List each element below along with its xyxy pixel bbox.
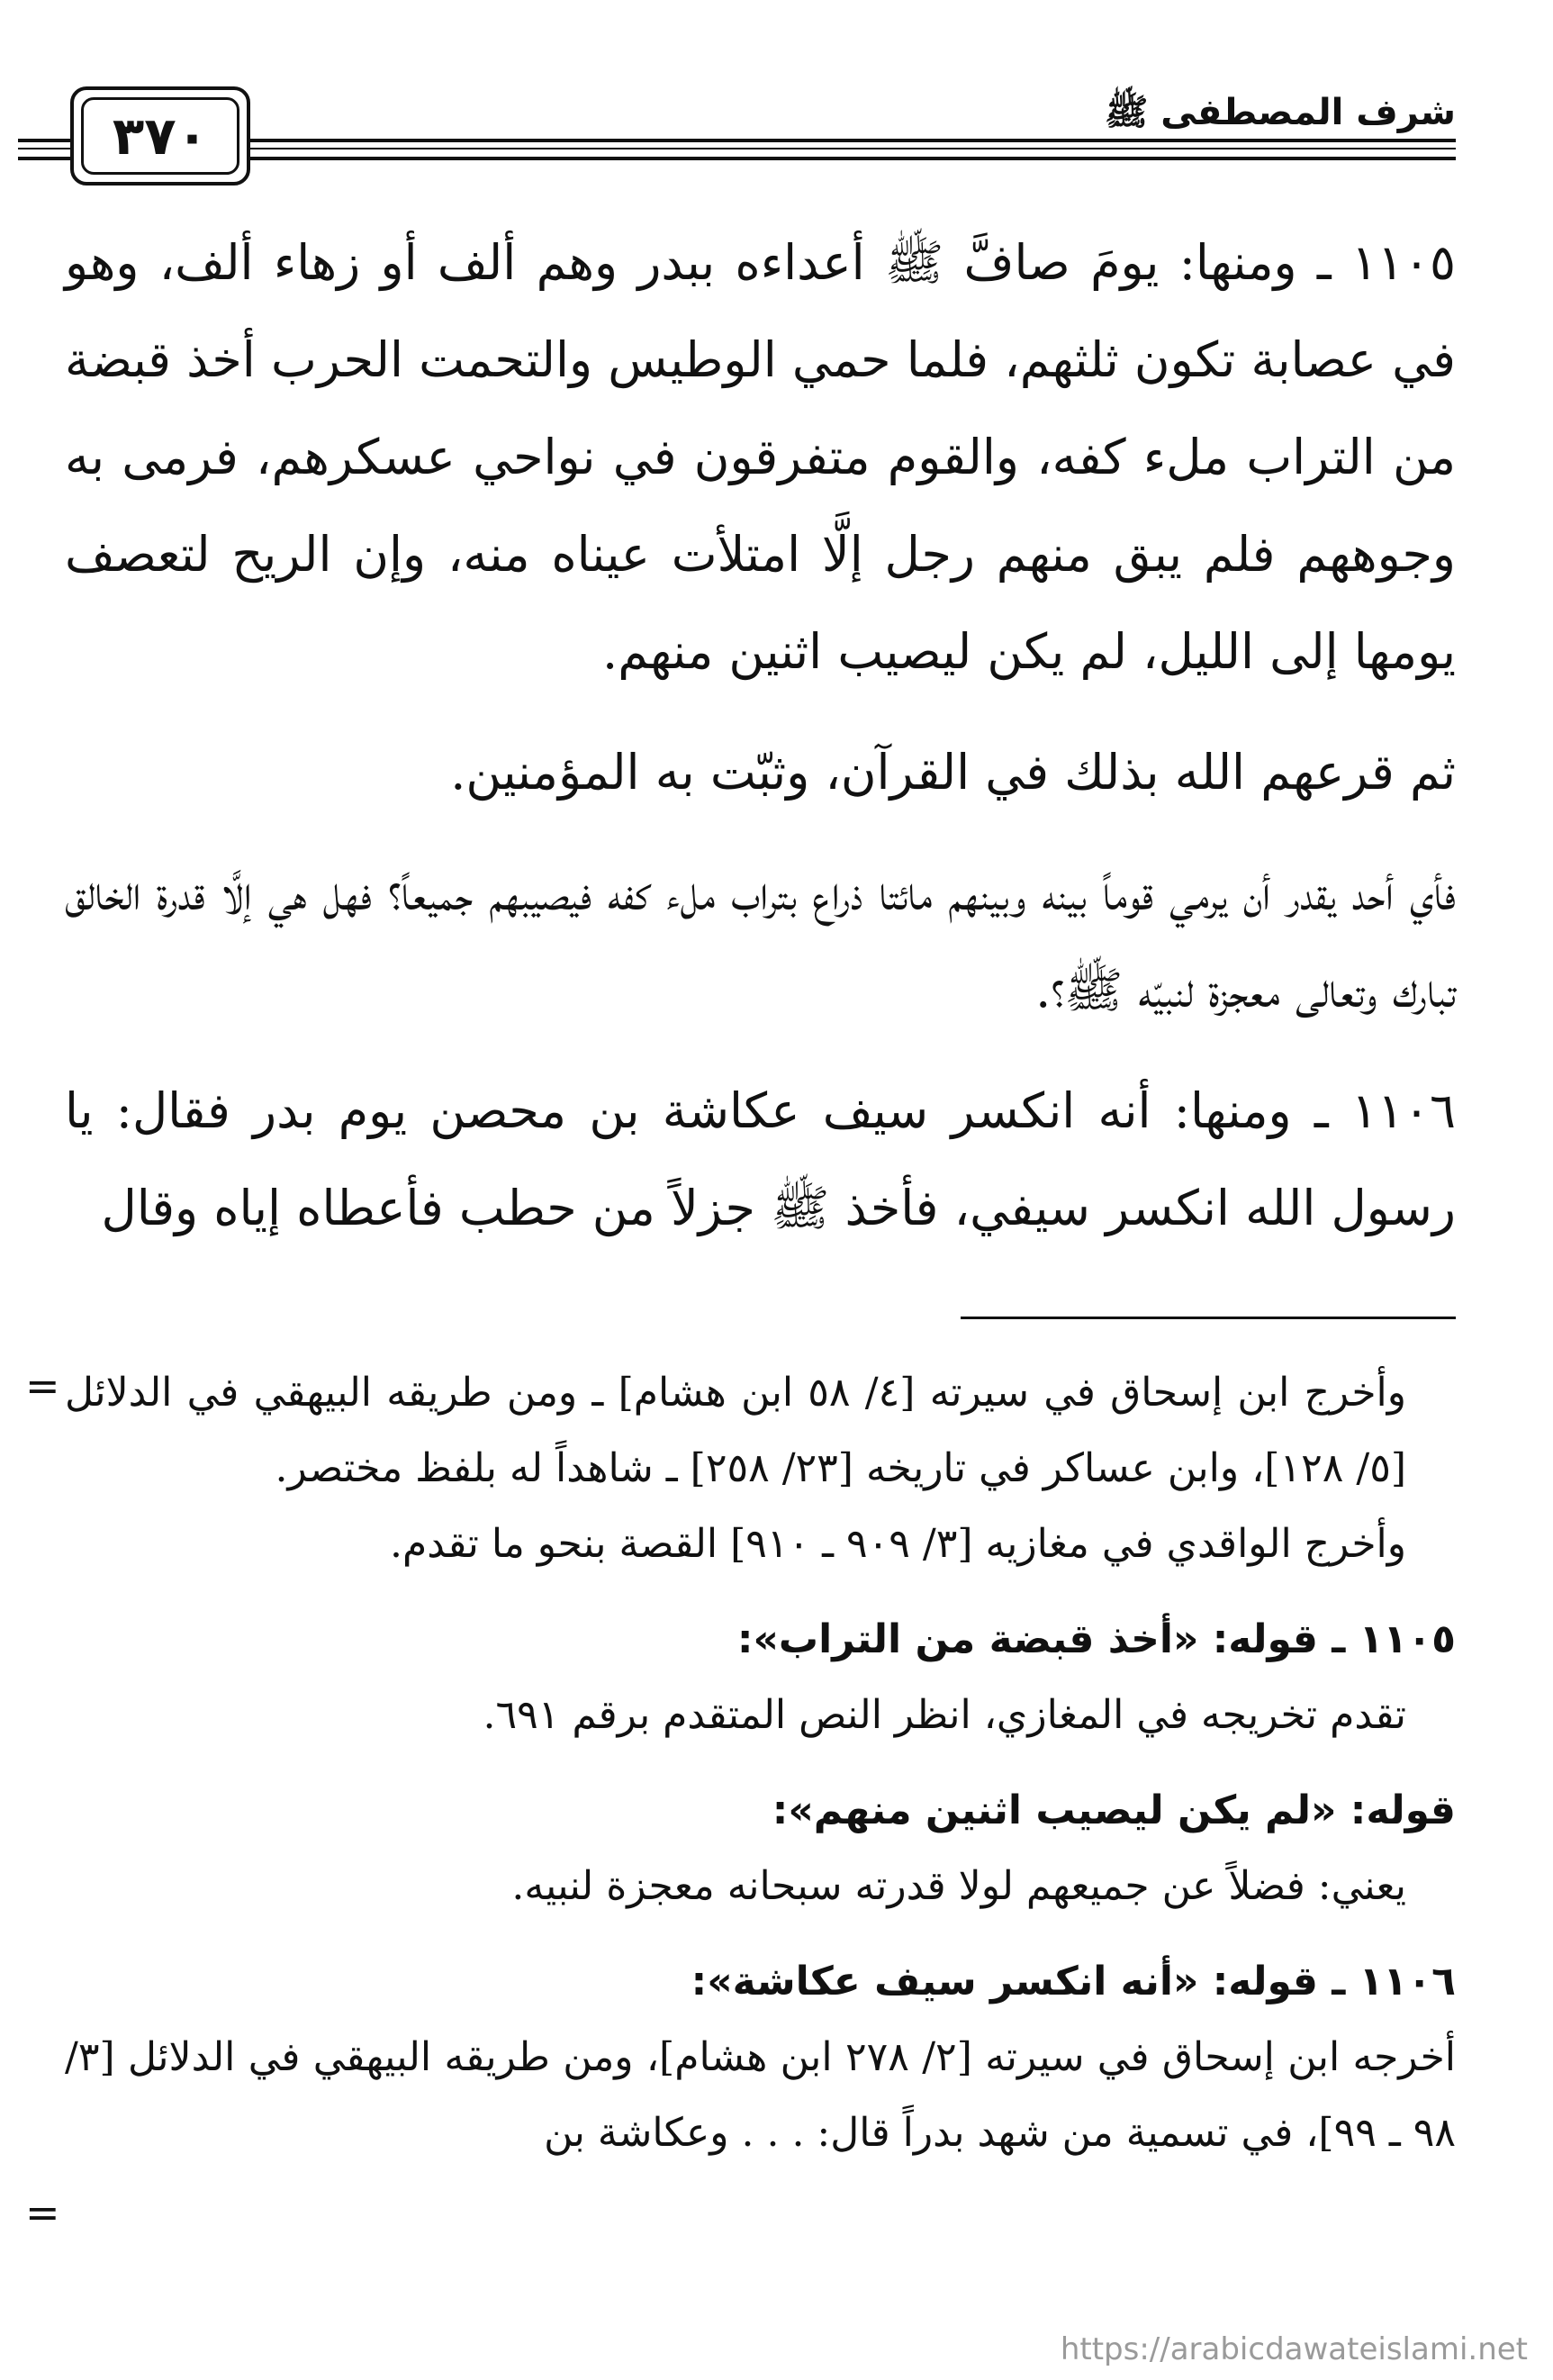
- footnotes: [65, 1355, 1456, 2171]
- footnote-heading: قوله: «لم يكن ليصيب اثنين منهم»:: [772, 1787, 1456, 1833]
- page-number-frame: [70, 86, 250, 186]
- paragraph-quran: ثم قرعهم الله بذلك في القرآن، وثبّت به المؤمنين.: [450, 744, 1456, 801]
- header-rule: [216, 157, 1456, 160]
- footnote-separator: [961, 1317, 1456, 1319]
- continuation-mark-top: =: [25, 1362, 60, 1410]
- page-header: [0, 0, 1553, 207]
- main-text: [65, 214, 1456, 1257]
- footnote-text: وأخرج الواقدي في مغازيه [٣/ ٩٠٩ ـ ٩١٠] القصة بنحو ما تقدم.: [390, 1521, 1406, 1567]
- paragraph-1105: ١١٠٥ ـ ومنها: يومَ صافَّ ﷺ أعداءه ببدر وهم ألف أو زهاء ألف، وهو في عصابة تكون ثلثهم، فلما حمي الوطيس والتحمت الحرب أخذ قبضة من التراب ملء كفه، والقوم متفرقون في نواحي عسكرهم، فرمى به وجوههم فلم يبق منهم رجل إلَّا امتلأت عيناه منه، وإن الريح لتعصف يومها إلى الليل، لم يكن ليصيب اثنين منهم.: [65, 234, 1457, 680]
- header-rule: [18, 148, 70, 149]
- footnote-heading: ١١٠٦ ـ قوله: «أنه انكسر سيف عكاشة»:: [691, 1959, 1456, 2004]
- header-rule: [18, 157, 70, 160]
- paragraph-1106: ١١٠٦ ـ ومنها: أنه انكسر سيف عكاشة بن محصن يوم بدر فقال: يا رسول الله انكسر سيفي، فأخذ ﷺ جزلاً من حطب فأعطاه إياه وقال: [65, 1082, 1456, 1236]
- header-rule: [216, 139, 1456, 142]
- header-rule: [18, 139, 70, 142]
- footnote-text: يعني: فضلاً عن جميعهم لولا قدرته سبحانه معجزة لنبيه.: [511, 1863, 1406, 1909]
- running-title: شرف المصطفى ﷺ: [1104, 92, 1456, 133]
- page-number: ٣٧٠: [81, 97, 239, 175]
- footnote-heading: ١١٠٥ ـ قوله: «أخذ قبضة من التراب»:: [736, 1616, 1456, 1662]
- continuation-mark-bottom: =: [25, 2188, 60, 2237]
- footnote-text: تقدم تخريجه في المغازي، انظر النص المتقدم برقم ٦٩١.: [483, 1692, 1406, 1738]
- paragraph-question: فأي أحد يقدر أن يرمي قوماً بينه وبينهم مائتا ذراع بتراب ملء كفه فيصيبهم جميعاً؟ فهل هي إلَّا قدرة الخالق تبارك وتعالى معجزة لنبيّه ﷺ؟.: [65, 864, 1456, 1018]
- watermark-url: https://arabicdawateislami.net: [1060, 2331, 1528, 2367]
- footnote-text: أخرجه ابن إسحاق في سيرته [٢/ ٢٧٨ ابن هشام]، ومن طريقه البيهقي في الدلائل [٣/ ٩٨ ـ ٩٩]، في تسمية من شهد بدراً قال: . . . وعكاشة بن: [65, 2034, 1457, 2156]
- footnote-text: وأخرج ابن إسحاق في سيرته [٤/ ٥٨ ابن هشام] ـ ومن طريقه البيهقي في الدلائل [٥/ ١٢٨]، وابن عساكر في تاريخه [٢٣/ ٢٥٨] ـ شاهداً له بلفظ مختصر.: [65, 1370, 1406, 1491]
- header-rule: [216, 148, 1456, 149]
